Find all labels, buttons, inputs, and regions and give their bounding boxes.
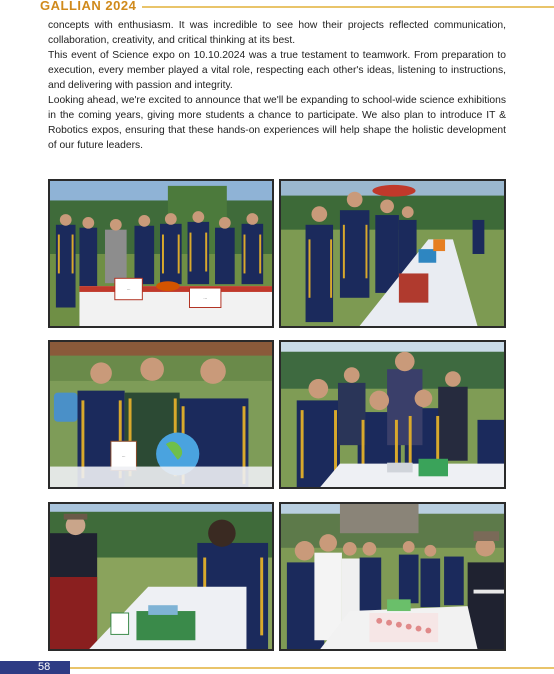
article-text [48, 18, 506, 153]
page-footer [0, 660, 554, 674]
page-number: 58 [38, 661, 51, 673]
photo-sign-1: ... [126, 286, 131, 291]
footer-rule [70, 667, 554, 669]
photo-sign-2: ... [203, 294, 208, 300]
magazine-title: GALLIAN 2024 [40, 0, 137, 13]
photo-exhibit-table [279, 179, 506, 328]
paragraph-3: Looking ahead, we're excited to announce that we'll be expanding to school-wide science exhibitions in the coming years, giving more students a chance to participate. We also plan to introduce IT & Robotics expos, ensuring that these hands-on experiences will help shape the holistic development of our future leaders. [48, 95, 506, 151]
photo-model-demo [48, 502, 274, 651]
paragraph-2: This event of Science expo on 10.10.2024 was a true testament to teamwork. From preparation to execution, every member played a vital role, respecting each other's ideas, listening to instructions, and delivering with passion and integrity. [48, 50, 506, 91]
photo-display-tables [279, 502, 506, 651]
header-rule [142, 6, 554, 8]
photo-sign-globe: ... [121, 452, 126, 458]
page-header [0, 0, 554, 14]
paragraph-1: concepts with enthusiasm. It was incredible to see how their projects reflected communication, collaboration, creativity, and critical thinking at its best. [48, 20, 506, 46]
photo-students-lineup [48, 179, 274, 328]
photo-globe-project [48, 340, 274, 489]
photo-students-teachers [279, 340, 506, 489]
page-number-box [0, 661, 70, 674]
